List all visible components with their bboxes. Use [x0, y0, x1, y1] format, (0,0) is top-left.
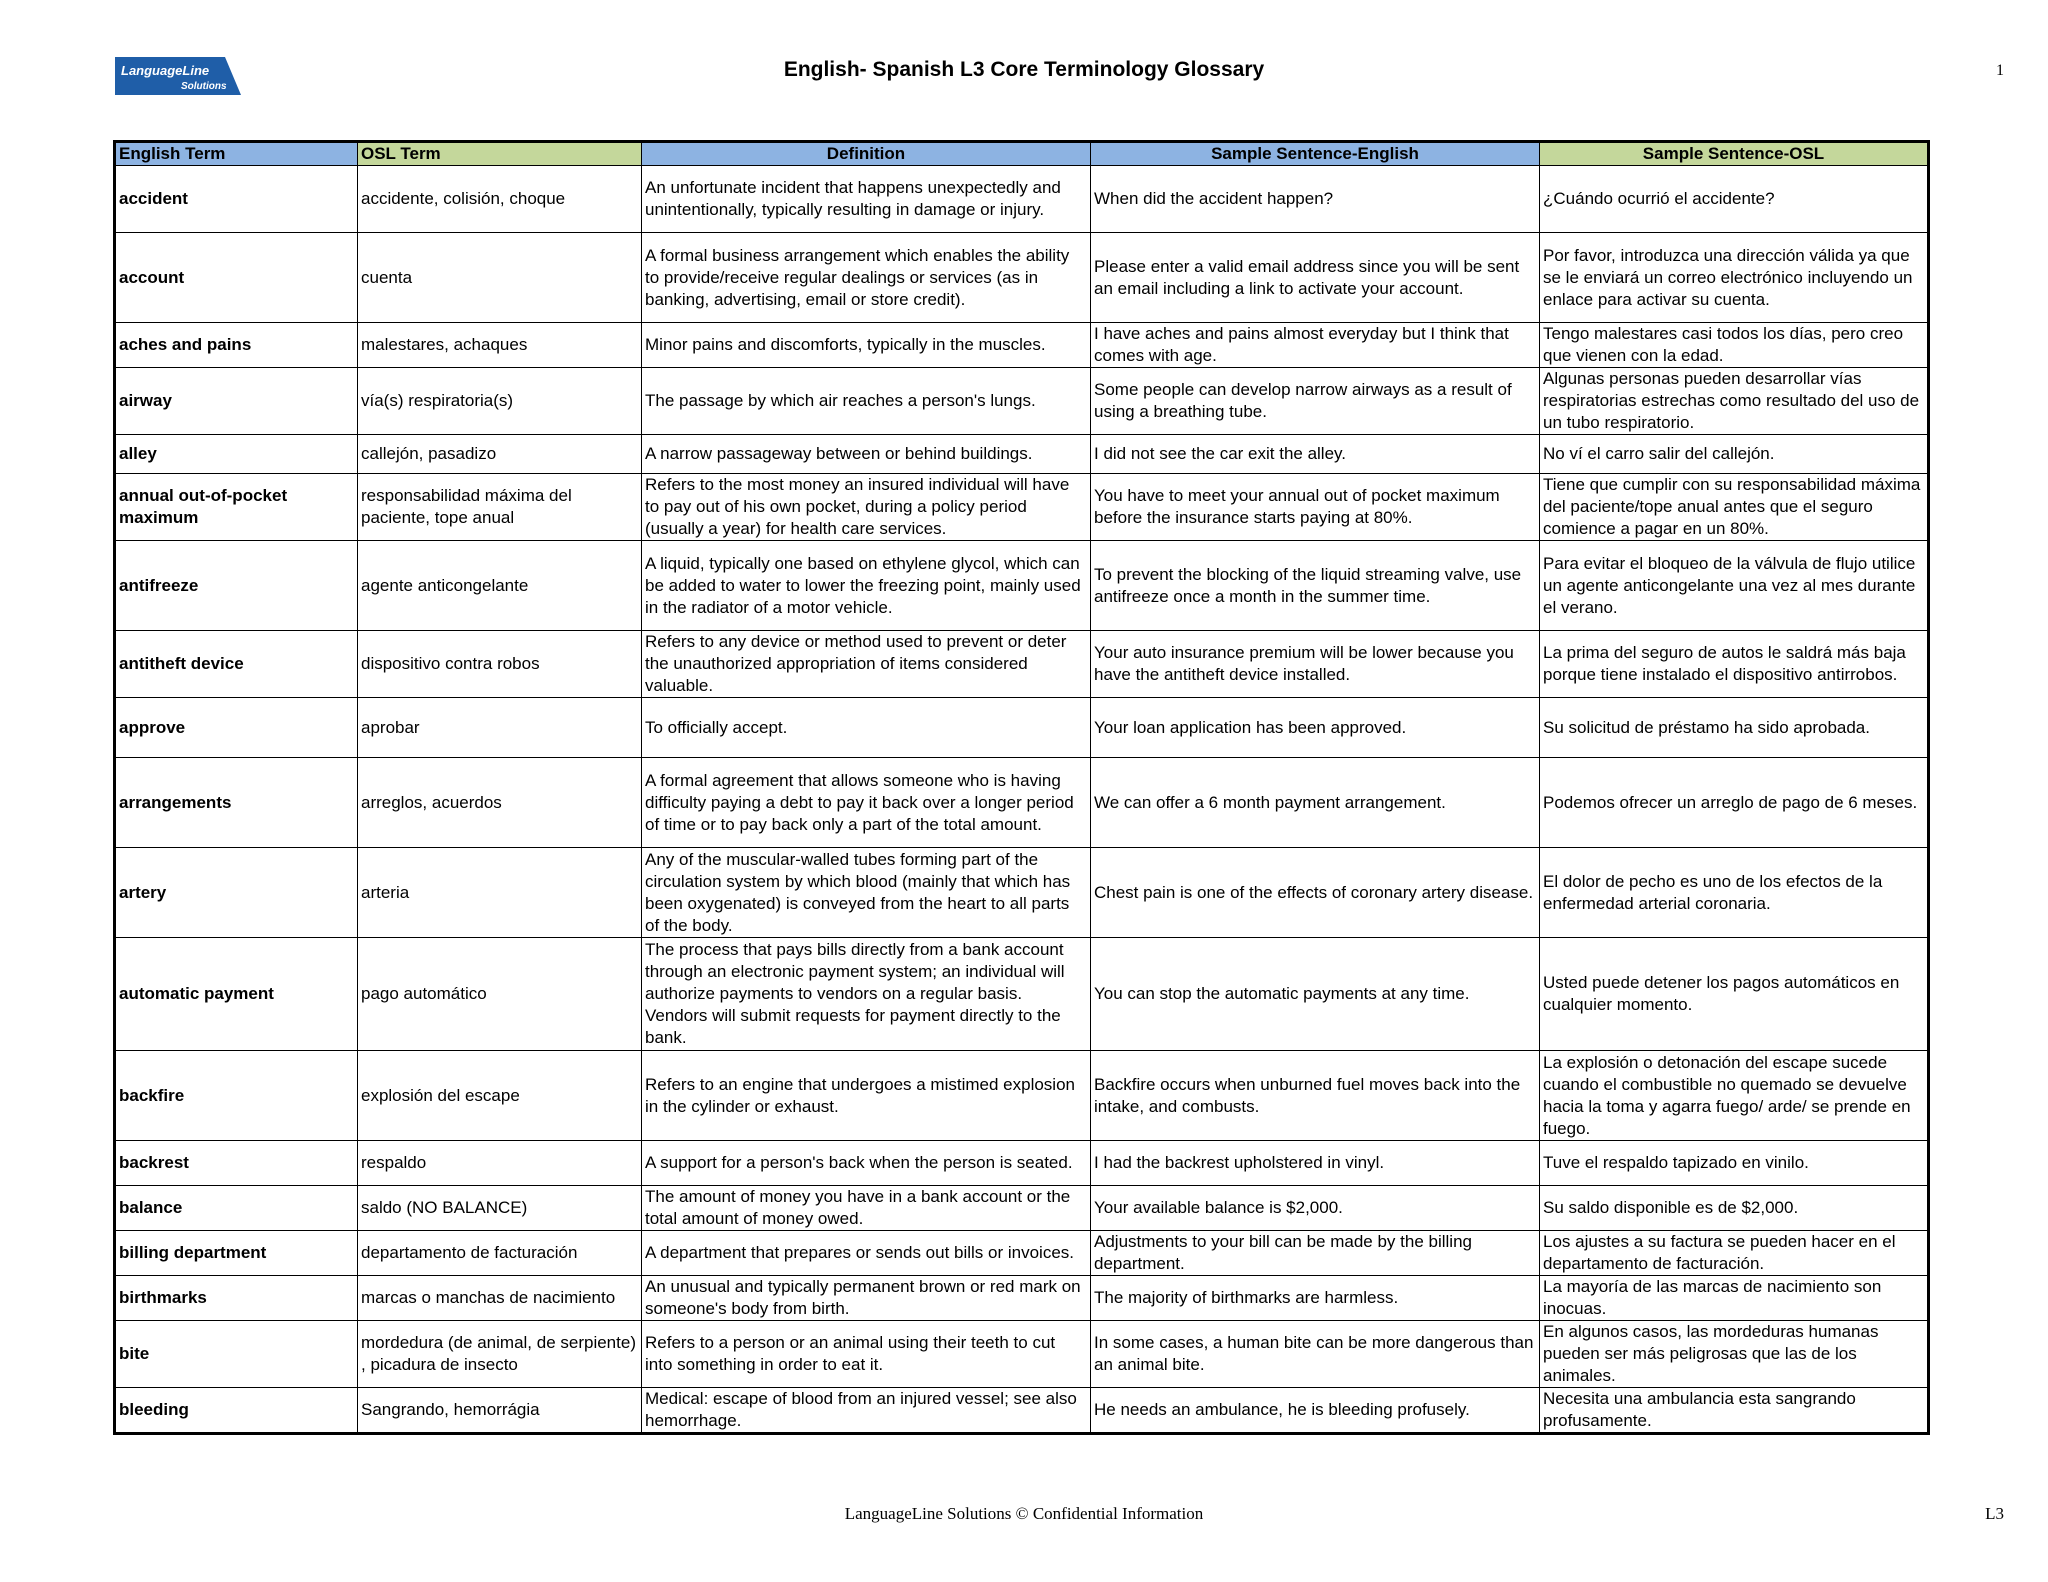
sample-english-cell: You have to meet your annual out of pocket maximum before the insurance starts paying at 80%. — [1091, 474, 1540, 541]
english-term-cell: airway — [115, 368, 358, 435]
definition-cell: Refers to a person or an animal using their teeth to cut into something in order to eat it. — [642, 1321, 1091, 1388]
definition-cell: A support for a person's back when the person is seated. — [642, 1141, 1091, 1186]
sample-osl-cell: Su saldo disponible es de $2,000. — [1540, 1186, 1929, 1231]
page-title: English- Spanish L3 Core Terminology Glossary — [783, 58, 1265, 81]
english-term-cell: approve — [115, 698, 358, 758]
table-row — [115, 166, 1929, 233]
osl-term-cell: vía(s) respiratoria(s) — [358, 368, 642, 435]
definition-cell: The passage by which air reaches a person's lungs. — [642, 368, 1091, 435]
table-row — [115, 233, 1929, 323]
osl-term-cell: respaldo — [358, 1141, 642, 1186]
sample-osl-cell: Para evitar el bloqueo de la válvula de flujo utilice un agente anticongelante una vez al mes durante el verano. — [1540, 541, 1929, 631]
table-row — [115, 323, 1929, 368]
definition-cell: The process that pays bills directly from a bank account through an electronic payment system; an individual will authorize payments to vendors on a regular basis. Vendors will submit requests for payment directly to the bank. — [642, 938, 1091, 1051]
osl-term-cell: saldo (NO BALANCE) — [358, 1186, 642, 1231]
table-row — [115, 1186, 1929, 1231]
definition-cell: Refers to the most money an insured individual will have to pay out of his own pocket, during a policy period (usually a year) for health care services. — [642, 474, 1091, 541]
sample-english-cell: The majority of birthmarks are harmless. — [1091, 1276, 1540, 1321]
sample-english-cell: You can stop the automatic payments at any time. — [1091, 938, 1540, 1051]
column-header-english-term: English Term — [115, 142, 358, 166]
osl-term-cell: arteria — [358, 848, 642, 938]
sample-osl-cell: Usted puede detener los pagos automáticos en cualquier momento. — [1540, 938, 1929, 1051]
table-row — [115, 848, 1929, 938]
english-term-cell: antifreeze — [115, 541, 358, 631]
sample-osl-cell: ¿Cuándo ocurrió el accidente? — [1540, 166, 1929, 233]
sample-english-cell: In some cases, a human bite can be more dangerous than an animal bite. — [1091, 1321, 1540, 1388]
english-term-cell: arrangements — [115, 758, 358, 848]
definition-cell: Any of the muscular-walled tubes forming part of the circulation system by which blood (mainly that which has been oxygenated) is conveyed from the heart to all parts of the body. — [642, 848, 1091, 938]
sample-osl-cell: Algunas personas pueden desarrollar vías respiratorias estrechas como resultado del uso de un tubo respiratorio. — [1540, 368, 1929, 435]
osl-term-cell: departamento de facturación — [358, 1231, 642, 1276]
sample-english-cell: I did not see the car exit the alley. — [1091, 435, 1540, 474]
sample-english-cell: Adjustments to your bill can be made by the billing department. — [1091, 1231, 1540, 1276]
osl-term-cell: pago automático — [358, 938, 642, 1051]
table-row — [115, 938, 1929, 1051]
definition-cell: To officially accept. — [642, 698, 1091, 758]
sample-osl-cell: La mayoría de las marcas de nacimiento son inocuas. — [1540, 1276, 1929, 1321]
osl-term-cell: arreglos, acuerdos — [358, 758, 642, 848]
table-header-row — [115, 142, 1929, 166]
sample-osl-cell: Su solicitud de préstamo ha sido aprobada. — [1540, 698, 1929, 758]
definition-cell: Refers to an engine that undergoes a mistimed explosion in the cylinder or exhaust. — [642, 1051, 1091, 1141]
osl-term-cell: accidente, colisión, choque — [358, 166, 642, 233]
osl-term-cell: mordedura (de animal, de serpiente) , picadura de insecto — [358, 1321, 642, 1388]
table-row — [115, 1051, 1929, 1141]
sample-osl-cell: Tiene que cumplir con su responsabilidad máxima del paciente/tope anual antes que el seguro comience a pagar en un 80%. — [1540, 474, 1929, 541]
osl-term-cell: responsabilidad máxima del paciente, tope anual — [358, 474, 642, 541]
table-row — [115, 541, 1929, 631]
osl-term-cell: explosión del escape — [358, 1051, 642, 1141]
table-row — [115, 631, 1929, 698]
osl-term-cell: cuenta — [358, 233, 642, 323]
table-row — [115, 758, 1929, 848]
sample-english-cell: Backfire occurs when unburned fuel moves back into the intake, and combusts. — [1091, 1051, 1540, 1141]
sample-english-cell: I had the backrest upholstered in vinyl. — [1091, 1141, 1540, 1186]
sample-osl-cell: El dolor de pecho es uno de los efectos de la enfermedad arterial coronaria. — [1540, 848, 1929, 938]
table-row — [115, 1321, 1929, 1388]
svg-text:Solutions: Solutions — [181, 81, 227, 92]
table-row — [115, 1276, 1929, 1321]
definition-cell: A narrow passageway between or behind buildings. — [642, 435, 1091, 474]
english-term-cell: automatic payment — [115, 938, 358, 1051]
osl-term-cell: marcas o manchas de nacimiento — [358, 1276, 642, 1321]
definition-cell: An unusual and typically permanent brown or red mark on someone's body from birth. — [642, 1276, 1091, 1321]
definition-cell: The amount of money you have in a bank account or the total amount of money owed. — [642, 1186, 1091, 1231]
english-term-cell: billing department — [115, 1231, 358, 1276]
glossary-table — [113, 140, 1930, 1435]
sample-osl-cell: Los ajustes a su factura se pueden hacer en el departamento de facturación. — [1540, 1231, 1929, 1276]
sample-english-cell: He needs an ambulance, he is bleeding profusely. — [1091, 1388, 1540, 1434]
sample-osl-cell: Por favor, introduzca una dirección válida ya que se le enviará un correo electrónico incluyendo un enlace para activar su cuenta. — [1540, 233, 1929, 323]
page-number: 1 — [1996, 62, 2004, 79]
sample-osl-cell: Necesita una ambulancia esta sangrando profusamente. — [1540, 1388, 1929, 1434]
footer-confidential-text: LanguageLine Solutions © Confidential Information — [844, 1504, 1204, 1523]
svg-text:LanguageLine: LanguageLine — [121, 63, 210, 78]
english-term-cell: annual out-of-pocket maximum — [115, 474, 358, 541]
sample-osl-cell: La prima del seguro de autos le saldrá más baja porque tiene instalado el dispositivo antirrobos. — [1540, 631, 1929, 698]
english-term-cell: account — [115, 233, 358, 323]
sample-osl-cell: En algunos casos, las mordeduras humanas pueden ser más peligrosas que las de los animales. — [1540, 1321, 1929, 1388]
column-header-sample-sentence-osl: Sample Sentence-OSL — [1540, 142, 1929, 166]
osl-term-cell: agente anticongelante — [358, 541, 642, 631]
table-row — [115, 368, 1929, 435]
english-term-cell: antitheft device — [115, 631, 358, 698]
osl-term-cell: Sangrando, hemorrágia — [358, 1388, 642, 1434]
sample-english-cell: To prevent the blocking of the liquid streaming valve, use antifreeze once a month in the summer time. — [1091, 541, 1540, 631]
definition-cell: Minor pains and discomforts, typically in the muscles. — [642, 323, 1091, 368]
sample-english-cell: When did the accident happen? — [1091, 166, 1540, 233]
sample-english-cell: Your available balance is $2,000. — [1091, 1186, 1540, 1231]
sample-english-cell: Chest pain is one of the effects of coronary artery disease. — [1091, 848, 1540, 938]
sample-english-cell: Please enter a valid email address since you will be sent an email including a link to activate your account. — [1091, 233, 1540, 323]
table-row — [115, 1388, 1929, 1434]
definition-cell: A formal business arrangement which enables the ability to provide/receive regular dealings or services (as in banking, advertising, email or store credit). — [642, 233, 1091, 323]
sample-osl-cell: Podemos ofrecer un arreglo de pago de 6 meses. — [1540, 758, 1929, 848]
english-term-cell: aches and pains — [115, 323, 358, 368]
osl-term-cell: aprobar — [358, 698, 642, 758]
sample-osl-cell: La explosión o detonación del escape sucede cuando el combustible no quemado se devuelve hacia la toma y agarra fuego/ arde/ se prende en fuego. — [1540, 1051, 1929, 1141]
footer-level-code: L3 — [1985, 1504, 2004, 1523]
sample-english-cell: Some people can develop narrow airways as a result of using a breathing tube. — [1091, 368, 1540, 435]
definition-cell: Medical: escape of blood from an injured vessel; see also hemorrhage. — [642, 1388, 1091, 1434]
table-row — [115, 474, 1929, 541]
table-row — [115, 1141, 1929, 1186]
table-row — [115, 1231, 1929, 1276]
osl-term-cell: malestares, achaques — [358, 323, 642, 368]
table-row — [115, 435, 1929, 474]
sample-english-cell: Your loan application has been approved. — [1091, 698, 1540, 758]
english-term-cell: birthmarks — [115, 1276, 358, 1321]
column-header-sample-sentence-english: Sample Sentence-English — [1091, 142, 1540, 166]
sample-osl-cell: Tengo malestares casi todos los días, pero creo que vienen con la edad. — [1540, 323, 1929, 368]
english-term-cell: alley — [115, 435, 358, 474]
sample-english-cell: We can offer a 6 month payment arrangement. — [1091, 758, 1540, 848]
definition-cell: A liquid, typically one based on ethylene glycol, which can be added to water to lower the freezing point, mainly used in the radiator of a motor vehicle. — [642, 541, 1091, 631]
table-row — [115, 698, 1929, 758]
sample-english-cell: Your auto insurance premium will be lower because you have the antitheft device installed. — [1091, 631, 1540, 698]
english-term-cell: bleeding — [115, 1388, 358, 1434]
column-header-definition: Definition — [642, 142, 1091, 166]
glossary-body — [115, 166, 1929, 1434]
english-term-cell: backrest — [115, 1141, 358, 1186]
column-header-osl-term: OSL Term — [358, 142, 642, 166]
english-term-cell: artery — [115, 848, 358, 938]
english-term-cell: bite — [115, 1321, 358, 1388]
sample-osl-cell: Tuve el respaldo tapizado en vinilo. — [1540, 1141, 1929, 1186]
sample-osl-cell: No ví el carro salir del callejón. — [1540, 435, 1929, 474]
english-term-cell: accident — [115, 166, 358, 233]
english-term-cell: balance — [115, 1186, 358, 1231]
definition-cell: Refers to any device or method used to prevent or deter the unauthorized appropriation of items considered valuable. — [642, 631, 1091, 698]
osl-term-cell: callejón, pasadizo — [358, 435, 642, 474]
definition-cell: A department that prepares or sends out bills or invoices. — [642, 1231, 1091, 1276]
definition-cell: A formal agreement that allows someone who is having difficulty paying a debt to pay it back over a longer period of time or to pay back only a part of the total amount. — [642, 758, 1091, 848]
sample-english-cell: I have aches and pains almost everyday but I think that comes with age. — [1091, 323, 1540, 368]
osl-term-cell: dispositivo contra robos — [358, 631, 642, 698]
english-term-cell: backfire — [115, 1051, 358, 1141]
definition-cell: An unfortunate incident that happens unexpectedly and unintentionally, typically resulting in damage or injury. — [642, 166, 1091, 233]
